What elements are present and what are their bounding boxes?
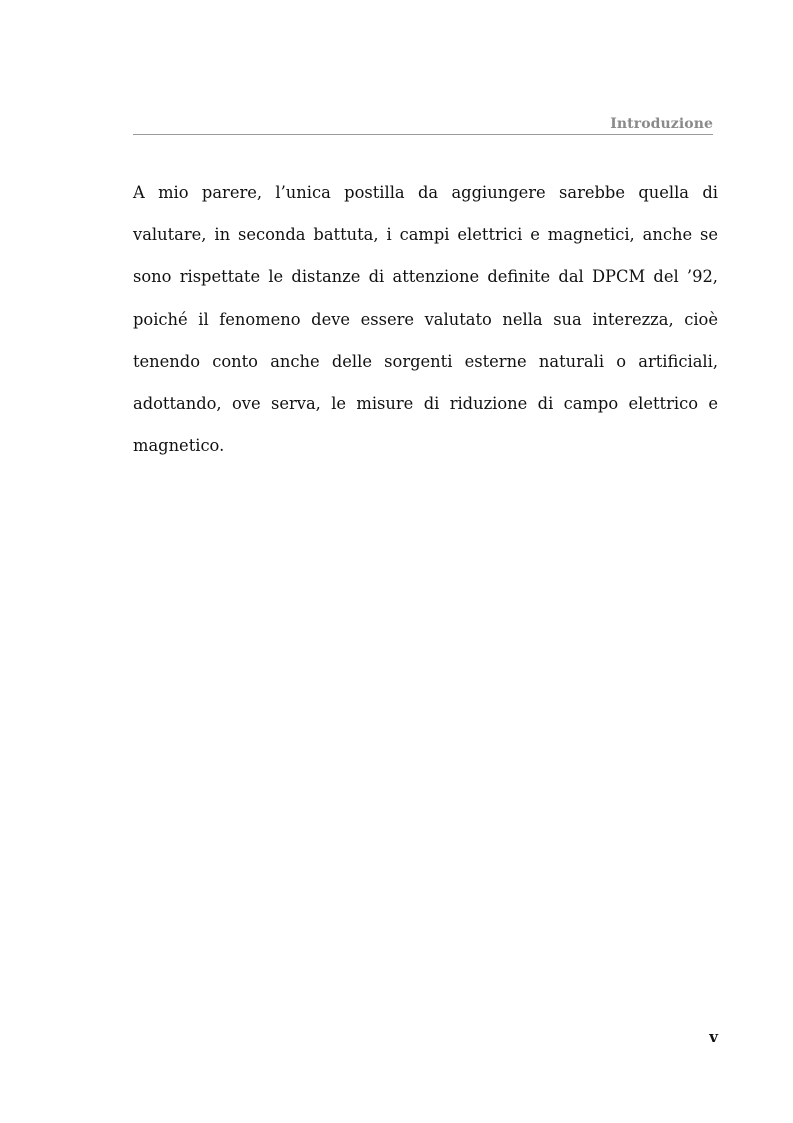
body-paragraph: A mio parere, l’unica postilla da aggiungere sarebbe quella di valutare, in seconda battuta, i campi elettrici e magnetici, anche se sono rispettate le distanze di attenzione definite dal DPCM del ’92, poiché il fenomeno deve essere valutato nella sua interezza, cioè tenendo conto anche delle sorgenti esterne naturali o artificiali, adottando, ove serva, le misure di riduzione di campo elettrico e magnetico. <box>133 183 718 456</box>
page-number: v <box>709 1028 718 1046</box>
running-header <box>133 112 713 135</box>
chapter-title: Introduzione <box>610 116 713 132</box>
